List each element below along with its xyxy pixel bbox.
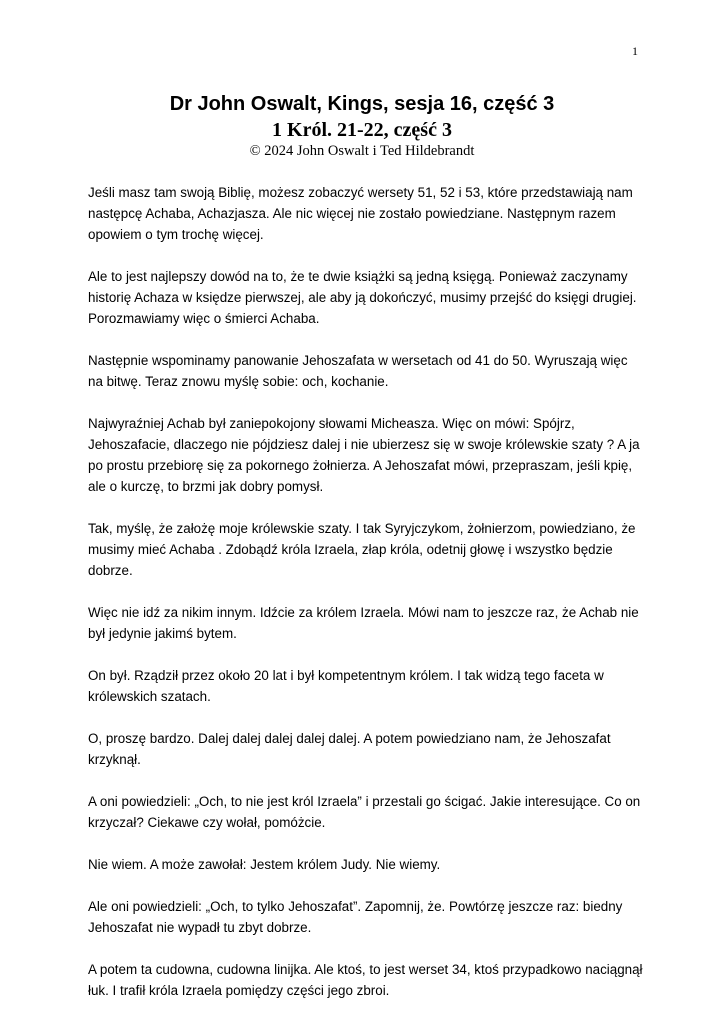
paragraph: Więc nie idź za nikim innym. Idźcie za królem Izraela. Mówi nam to jeszcze raz, że Achab nie był jedynie jakimś bytem. <box>88 605 639 641</box>
document-title: Dr John Oswalt, Kings, sesja 16, część 3 <box>169 93 555 115</box>
paragraph: Ale oni powiedzieli: „Och, to tylko Jehoszafat”. Zapomnij, że. Powtórzę jeszcze raz: biedny Jehoszafat nie wypadł tu zbyt dobrze. <box>88 899 623 935</box>
document-header <box>88 92 636 160</box>
paragraph: Tak, myślę, że założę moje królewskie szaty. I tak Syryjczykom, żołnierzom, powiedziano, że musimy mieć Achaba . Zdobądź króla Izraela, złap króla, odetnij głowę i wszystko będzie dobrze. <box>88 521 636 578</box>
paragraph: Najwyraźniej Achab był zaniepokojony słowami Micheasza. Więc on mówi: Spójrz, Jehoszafacie, dlaczego nie pójdziesz dalej i nie ubierzesz się w swoje królewskie szaty ? A ja po prostu przebiorę się za pokornego żołnierza. A Jehoszafat mówi, przepraszam, jeśli kpię, ale o kurczę, to brzmi jak dobry pomysł. <box>88 416 640 494</box>
paragraph: Jeśli masz tam swoją Biblię, możesz zobaczyć wersety 51, 52 i 53, które przedstawiają nam następcę Achaba, Achazjasza. Ale nic więcej nie zostało powiedziane. Następnym razem opowiem o tym trochę więcej. <box>88 185 633 242</box>
paragraph: A potem ta cudowna, cudowna linijka. Ale ktoś, to jest werset 34, ktoś przypadkowo naciągnął łuk. I trafił króla Izraela pomiędzy części jego zbroi. <box>88 962 643 998</box>
page-number: 1 <box>632 44 638 58</box>
paragraph: Ale to jest najlepszy dowód na to, że te dwie książki są jedną księgą. Ponieważ zaczynamy historię Achaza w księdze pierwszej, ale aby ją dokończyć, musimy przejść do księgi drugiej. Porozmawiamy więc o śmierci Achaba. <box>88 269 637 326</box>
paragraph: Następnie wspominamy panowanie Jehoszafata w wersetach od 41 do 50. Wyruszają więc na bitwę. Teraz znowu myślę sobie: och, kochanie. <box>88 353 628 389</box>
paragraph: Nie wiem. A może zawołał: Jestem królem Judy. Nie wiemy. <box>88 857 441 872</box>
paragraph: On był. Rządził przez około 20 lat i był kompetentnym królem. I tak widzą tego faceta w królewskich szatach. <box>88 668 604 704</box>
paragraph: O, proszę bardzo. Dalej dalej dalej dalej dalej. A potem powiedziano nam, że Jehoszafat krzyknął. <box>88 731 611 767</box>
copyright-line: © 2024 John Oswalt i Ted Hildebrandt <box>249 143 475 159</box>
document-body <box>88 182 644 1022</box>
document-subtitle: 1 Król. 21-22, część 3 <box>272 119 452 141</box>
paragraph: A oni powiedzieli: „Och, to nie jest król Izraela” i przestali go ścigać. Jakie interesujące. Co on krzyczał? Ciekawe czy wołał, pomóżcie. <box>88 794 641 830</box>
